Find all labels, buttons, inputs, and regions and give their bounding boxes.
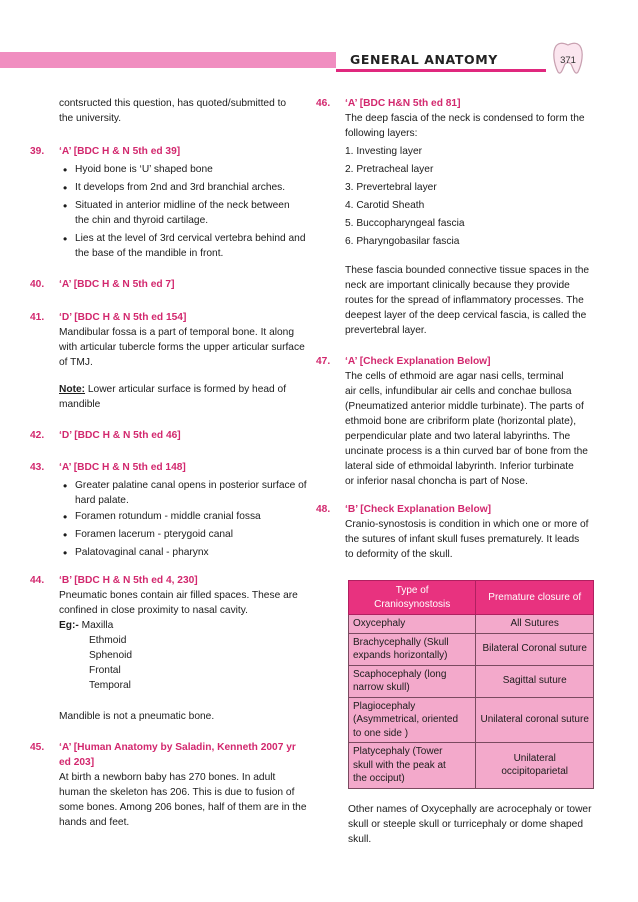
q46-layer-5: 5. Buccopharyngeal fascia <box>345 218 465 229</box>
q48-head: ‘B’ [Check Explanation Below] <box>345 504 492 515</box>
q47-line-3: (Pneumatized anterior middle turbinate). The parts of <box>345 401 584 412</box>
q39-bullet-1 <box>75 163 213 178</box>
intro-line-2: the university. <box>59 113 122 124</box>
q43-bullet-1-text: Greater palatine canal opens in posterior surface of <box>75 480 307 491</box>
q47-line-4: ethmoid bone are cribriform plate (horizontal plate), <box>345 416 577 427</box>
q46-para-2: neck are important clinically because they provide <box>345 280 570 291</box>
table-header-type <box>349 581 476 615</box>
q41-note-cont: mandible <box>59 399 101 410</box>
q43-bullet-2-text: Foramen rotundum - middle cranial fossa <box>75 511 261 522</box>
q41-line-3: of TMJ. <box>59 357 93 368</box>
q39-bullet-4-cont: the base of the mandible in front. <box>75 248 224 259</box>
q46-layer-1: 1. Investing layer <box>345 146 423 157</box>
q39-bullet-3-cont: the chin and thyroid cartilage. <box>75 215 209 226</box>
row3-type-line-1: Scaphocephaly (long <box>353 668 447 680</box>
q44-tail: Mandible is not a pneumatic bone. <box>59 711 215 722</box>
q44-eg-item-2: Sphenoid <box>89 650 133 661</box>
q40-head: ‘A’ [BDC H & N 5th ed 7] <box>59 279 175 290</box>
q41-number: 41. <box>30 312 45 323</box>
table-header-type-line-2: Craniosynostosis <box>374 598 451 610</box>
q48-line-3: to deformity of the skull. <box>345 549 453 560</box>
table-row <box>349 743 594 789</box>
q41-note-label: Note: <box>59 384 86 395</box>
row3-closure-line-1: Sagittal suture <box>502 675 567 687</box>
q41-head: ‘D’ [BDC H & N 5th ed 154] <box>59 312 187 323</box>
q45-line-3: some bones. Among 206 bones, half of them are in the <box>59 802 307 813</box>
row5-type-line-2: skull with the peak at <box>353 759 446 771</box>
page-number: 371 <box>560 55 576 66</box>
q47-line-5: perpendicular plate and two lateral labyrinths. The <box>345 431 571 442</box>
q45-line-4: hands and feet. <box>59 817 130 828</box>
q46-head: ‘A’ [BDC H&N 5th ed 81] <box>345 98 461 109</box>
table-cell-type <box>349 615 476 634</box>
footer-line-2: skull or steeple skull or turricephaly or dome shaped <box>348 819 583 830</box>
header-underline <box>336 69 546 72</box>
row2-type-line-1: Brachycephally (Skull <box>353 636 449 648</box>
table-cell-closure <box>476 615 594 634</box>
q39-head: ‘A’ [BDC H & N 5th ed 39] <box>59 146 181 157</box>
q48-line-2: the sutures of infant skull fuses prematurely. It leads <box>345 534 580 545</box>
table-header-closure-text: Premature closure of <box>488 591 582 603</box>
row4-type-line-3: to one side ) <box>353 727 409 739</box>
table-header-type-line-1: Type of <box>395 585 429 596</box>
q44-eg-item-3: Frontal <box>89 665 121 676</box>
table-row <box>349 697 594 743</box>
q46-layer-3: 3. Prevertebral layer <box>345 182 437 193</box>
header-band-left <box>0 52 336 68</box>
q47-head: ‘A’ [Check Explanation Below] <box>345 356 491 367</box>
q44-eg-label: Eg:- <box>59 620 79 631</box>
q44-line-2: confined in close proximity to nasal cavity. <box>59 605 248 616</box>
q46-layer-4: 4. Carotid Sheath <box>345 200 425 211</box>
row3-type-line-2: narrow skull) <box>353 682 410 693</box>
table-cell-type <box>349 697 476 743</box>
q46-line-2: following layers: <box>345 128 418 139</box>
q41-note <box>59 383 286 398</box>
q39-bullet-3-text: Situated in anterior midline of the neck between <box>75 200 290 211</box>
row5-closure-line-2: occipitoparietal <box>501 766 569 778</box>
q46-para-1: These fascia bounded connective tissue spaces in the <box>345 265 590 276</box>
q43-bullet-3 <box>75 528 233 543</box>
q41-line-2: with articular tubercle forms the upper articular surface <box>59 342 305 353</box>
q43-bullet-4-text: Palatovaginal canal - pharynx <box>75 547 209 558</box>
q48-number: 48. <box>316 504 331 515</box>
q46-line-1: The deep fascia of the neck is condensed to form the <box>345 113 585 124</box>
table-row <box>349 665 594 697</box>
q45-line-1: At birth a newborn baby has 270 bones. In adult <box>59 772 276 783</box>
q43-number: 43. <box>30 462 45 473</box>
footer-line-3: skull. <box>348 834 372 845</box>
row1-type-line-1: Oxycephaly <box>353 618 406 629</box>
q47-line-2: air cells, infundibular air cells and conchae bullosa <box>345 386 572 397</box>
q46-para-3: routes for the spread of inflammatory processes. The <box>345 295 584 306</box>
table-header-row <box>349 581 594 615</box>
q46-layer-6: 6. Pharyngobasilar fascia <box>345 236 460 247</box>
q45-head-2: ed 203] <box>59 757 95 768</box>
q46-number: 46. <box>316 98 331 109</box>
row2-closure-line-1: Bilateral Coronal suture <box>482 643 587 655</box>
table-cell-type <box>349 633 476 665</box>
q39-bullet-2-text: It develops from 2nd and 3rd branchial arches. <box>75 182 286 193</box>
q45-head-1: ‘A’ [Human Anatomy by Saladin, Kenneth 2007 yr <box>59 742 296 753</box>
row5-closure-line-1: Unilateral <box>513 752 556 764</box>
q46-para-5: prevertebral layer. <box>345 325 427 336</box>
q47-number: 47. <box>316 356 331 367</box>
q39-bullet-2 <box>75 181 285 196</box>
q41-note-text: Lower articular surface is formed by head of <box>85 384 287 395</box>
table-cell-closure <box>476 697 594 743</box>
row4-type-line-1: Plagiocephaly <box>353 700 416 712</box>
table-cell-closure <box>476 665 594 697</box>
table-cell-closure <box>476 633 594 665</box>
q47-line-6: uncinate process is a thin curved bar of bone from the <box>345 446 588 457</box>
intro-line-1: contsructed this question, has quoted/submitted to <box>59 98 287 109</box>
q42-number: 42. <box>30 430 45 441</box>
q40-number: 40. <box>30 279 45 290</box>
q43-bullet-1-cont: hard palate. <box>75 495 129 506</box>
q44-eg <box>59 619 113 634</box>
q43-bullet-3-text: Foramen lacerum - pterygoid canal <box>75 529 233 540</box>
q39-bullet-4-text: Lies at the level of 3rd cervical vertebra behind and <box>75 233 306 244</box>
table-cell-type <box>349 743 476 789</box>
q44-eg-first: Maxilla <box>78 620 114 631</box>
q43-head: ‘A’ [BDC H & N 5th ed 148] <box>59 462 186 473</box>
table-row <box>349 633 594 665</box>
q43-bullet-2 <box>75 510 261 525</box>
q42-head: ‘D’ [BDC H & N 5th ed 46] <box>59 430 181 441</box>
row4-closure-line-1: Unilateral coronal suture <box>480 714 589 725</box>
q45-line-2: human the skeleton has 206. This is due to fusion of <box>59 787 295 798</box>
q39-number: 39. <box>30 146 45 157</box>
page-title: GENERAL ANATOMY <box>350 52 498 67</box>
q39-bullet-1-text: Hyoid bone is ‘U’ shaped bone <box>75 164 213 175</box>
q39-bullet-3 <box>75 199 290 214</box>
table-row <box>349 615 594 634</box>
q44-eg-item-1: Ethmoid <box>89 635 127 646</box>
q44-line-1: Pneumatic bones contain air filled spaces. These are <box>59 590 298 601</box>
table-cell-closure <box>476 743 594 789</box>
footer-line-1: Other names of Oxycephally are acrocephaly or tower <box>348 804 592 815</box>
craniosynostosis-table <box>348 580 594 789</box>
row1-closure-line-1: All Sutures <box>510 618 559 629</box>
q46-layer-2: 2. Pretracheal layer <box>345 164 434 175</box>
q41-line-1: Mandibular fossa is a part of temporal bone. It along <box>59 327 295 338</box>
row5-type-line-1: Platycephaly (Tower <box>353 746 443 757</box>
q39-bullet-4 <box>75 232 306 247</box>
q45-number: 45. <box>30 742 45 753</box>
table-header-closure <box>476 581 594 615</box>
q47-line-8: or inferior nasal choncha is part of Nose. <box>345 476 528 487</box>
q44-eg-item-4: Temporal <box>89 680 131 691</box>
row2-type-line-2: expands horizontally) <box>353 650 448 661</box>
q44-number: 44. <box>30 575 45 586</box>
row5-type-line-3: the occiput) <box>353 773 405 784</box>
table-cell-type <box>349 665 476 697</box>
q47-line-1: The cells of ethmoid are agar nasi cells, terminal <box>345 371 564 382</box>
q48-line-1: Cranio-synostosis is condition in which one or more of <box>345 519 589 530</box>
q46-para-4: deepest layer of the deep cervical fascia, is called the <box>345 310 587 321</box>
q44-head: ‘B’ [BDC H & N 5th ed 4, 230] <box>59 575 198 586</box>
q43-bullet-4 <box>75 546 209 561</box>
row4-type-line-2: (Asymmetrical, oriented <box>353 714 459 725</box>
q43-bullet-1 <box>75 479 307 494</box>
q47-line-7: lateral side of ethmoidal labyrinth. Inferior turbinate <box>345 461 574 472</box>
